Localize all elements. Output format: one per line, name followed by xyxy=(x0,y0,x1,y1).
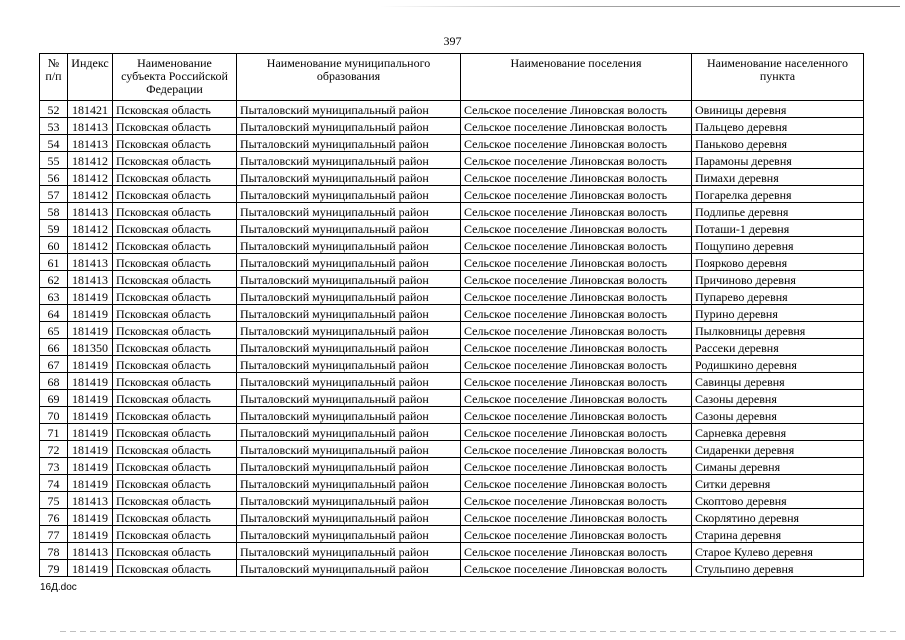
table-row xyxy=(40,458,864,475)
table-row xyxy=(40,424,864,441)
row-locality: Пурино деревня xyxy=(692,305,864,322)
row-locality: Поярково деревня xyxy=(692,254,864,271)
row-settlement: Сельское поселение Линовская волость xyxy=(461,288,692,305)
row-subject: Псковская область xyxy=(113,458,237,475)
row-index: 181412 xyxy=(68,220,113,237)
table-row xyxy=(40,543,864,560)
row-settlement: Сельское поселение Линовская волость xyxy=(461,118,692,135)
row-subject: Псковская область xyxy=(113,254,237,271)
row-settlement: Сельское поселение Линовская волость xyxy=(461,492,692,509)
row-index: 181419 xyxy=(68,424,113,441)
row-locality: Причиново деревня xyxy=(692,271,864,288)
row-locality: Симаны деревня xyxy=(692,458,864,475)
row-index: 181412 xyxy=(68,169,113,186)
row-locality: Скоптово деревня xyxy=(692,492,864,509)
table-row xyxy=(40,169,864,186)
row-subject: Псковская область xyxy=(113,424,237,441)
row-number: 63 xyxy=(40,288,68,305)
row-index: 181412 xyxy=(68,186,113,203)
row-settlement: Сельское поселение Линовская волость xyxy=(461,441,692,458)
row-municipality: Пыталовский муниципальный район xyxy=(237,152,461,169)
row-municipality: Пыталовский муниципальный район xyxy=(237,492,461,509)
table-row xyxy=(40,526,864,543)
table-row xyxy=(40,135,864,152)
row-index: 181413 xyxy=(68,543,113,560)
row-index: 181419 xyxy=(68,441,113,458)
row-settlement: Сельское поселение Линовская волость xyxy=(461,169,692,186)
row-settlement: Сельское поселение Линовская волость xyxy=(461,373,692,390)
row-subject: Псковская область xyxy=(113,305,237,322)
table-row xyxy=(40,305,864,322)
row-municipality: Пыталовский муниципальный район xyxy=(237,305,461,322)
table-row xyxy=(40,373,864,390)
row-locality: Савинцы деревня xyxy=(692,373,864,390)
row-settlement: Сельское поселение Линовская волость xyxy=(461,390,692,407)
table-row xyxy=(40,560,864,577)
row-settlement: Сельское поселение Линовская волость xyxy=(461,560,692,577)
row-settlement: Сельское поселение Линовская волость xyxy=(461,424,692,441)
row-settlement: Сельское поселение Линовская волость xyxy=(461,543,692,560)
row-number: 64 xyxy=(40,305,68,322)
row-locality: Старое Кулево деревня xyxy=(692,543,864,560)
row-municipality: Пыталовский муниципальный район xyxy=(237,271,461,288)
table-row xyxy=(40,390,864,407)
row-municipality: Пыталовский муниципальный район xyxy=(237,118,461,135)
row-index: 181412 xyxy=(68,152,113,169)
row-subject: Псковская область xyxy=(113,492,237,509)
row-settlement: Сельское поселение Линовская волость xyxy=(461,237,692,254)
row-index: 181413 xyxy=(68,118,113,135)
scan-edge-top xyxy=(380,6,900,7)
table-row xyxy=(40,118,864,135)
row-locality: Скорлятино деревня xyxy=(692,509,864,526)
row-index: 181419 xyxy=(68,560,113,577)
row-settlement: Сельское поселение Линовская волость xyxy=(461,152,692,169)
row-settlement: Сельское поселение Линовская волость xyxy=(461,407,692,424)
row-number: 72 xyxy=(40,441,68,458)
row-number: 57 xyxy=(40,186,68,203)
header-locality: Наименование населенного пункта xyxy=(692,54,864,101)
row-locality: Ситки деревня xyxy=(692,475,864,492)
row-subject: Псковская область xyxy=(113,441,237,458)
row-subject: Псковская область xyxy=(113,271,237,288)
table-row xyxy=(40,441,864,458)
row-number: 69 xyxy=(40,390,68,407)
row-subject: Псковская область xyxy=(113,220,237,237)
footer-filename: 16Д.doc xyxy=(40,582,77,593)
row-number: 73 xyxy=(40,458,68,475)
row-subject: Псковская область xyxy=(113,288,237,305)
table-row xyxy=(40,407,864,424)
row-locality: Подлипье деревня xyxy=(692,203,864,220)
row-index: 181350 xyxy=(68,339,113,356)
row-settlement: Сельское поселение Линовская волость xyxy=(461,101,692,118)
row-locality: Паньково деревня xyxy=(692,135,864,152)
row-number: 59 xyxy=(40,220,68,237)
row-municipality: Пыталовский муниципальный район xyxy=(237,390,461,407)
row-municipality: Пыталовский муниципальный район xyxy=(237,135,461,152)
table-row xyxy=(40,271,864,288)
table-row xyxy=(40,237,864,254)
row-number: 55 xyxy=(40,152,68,169)
row-index: 181413 xyxy=(68,492,113,509)
row-settlement: Сельское поселение Линовская волость xyxy=(461,509,692,526)
row-index: 181419 xyxy=(68,373,113,390)
row-municipality: Пыталовский муниципальный район xyxy=(237,373,461,390)
table-row xyxy=(40,288,864,305)
row-index: 181419 xyxy=(68,356,113,373)
row-municipality: Пыталовский муниципальный район xyxy=(237,458,461,475)
row-number: 74 xyxy=(40,475,68,492)
table-header-row xyxy=(40,54,864,101)
row-municipality: Пыталовский муниципальный район xyxy=(237,322,461,339)
row-number: 52 xyxy=(40,101,68,118)
row-municipality: Пыталовский муниципальный район xyxy=(237,475,461,492)
row-locality: Пылковницы деревня xyxy=(692,322,864,339)
row-subject: Псковская область xyxy=(113,118,237,135)
settlements-table xyxy=(39,53,864,577)
page-number: 397 xyxy=(443,34,462,48)
header-subject: Наименование субъекта Российской Федерации xyxy=(113,54,237,101)
row-settlement: Сельское поселение Линовская волость xyxy=(461,526,692,543)
header-number: № п/п xyxy=(40,54,68,101)
row-index: 181413 xyxy=(68,271,113,288)
row-index: 181412 xyxy=(68,237,113,254)
row-municipality: Пыталовский муниципальный район xyxy=(237,220,461,237)
row-settlement: Сельское поселение Линовская волость xyxy=(461,271,692,288)
row-settlement: Сельское поселение Линовская волость xyxy=(461,458,692,475)
row-subject: Псковская область xyxy=(113,390,237,407)
row-locality: Сазоны деревня xyxy=(692,390,864,407)
row-index: 181419 xyxy=(68,509,113,526)
table-row xyxy=(40,509,864,526)
row-subject: Псковская область xyxy=(113,322,237,339)
row-municipality: Пыталовский муниципальный район xyxy=(237,424,461,441)
row-number: 78 xyxy=(40,543,68,560)
row-number: 58 xyxy=(40,203,68,220)
row-municipality: Пыталовский муниципальный район xyxy=(237,288,461,305)
row-subject: Псковская область xyxy=(113,339,237,356)
table-row xyxy=(40,186,864,203)
row-number: 71 xyxy=(40,424,68,441)
row-municipality: Пыталовский муниципальный район xyxy=(237,203,461,220)
row-number: 75 xyxy=(40,492,68,509)
row-locality: Рассеки деревня xyxy=(692,339,864,356)
row-municipality: Пыталовский муниципальный район xyxy=(237,101,461,118)
row-locality: Старина деревня xyxy=(692,526,864,543)
row-number: 65 xyxy=(40,322,68,339)
row-subject: Псковская область xyxy=(113,543,237,560)
row-number: 76 xyxy=(40,509,68,526)
row-locality: Пимахи деревня xyxy=(692,169,864,186)
row-subject: Псковская область xyxy=(113,186,237,203)
row-number: 67 xyxy=(40,356,68,373)
row-settlement: Сельское поселение Линовская волость xyxy=(461,322,692,339)
row-subject: Псковская область xyxy=(113,509,237,526)
header-municipality: Наименование муниципального образования xyxy=(237,54,461,101)
row-index: 181419 xyxy=(68,305,113,322)
row-municipality: Пыталовский муниципальный район xyxy=(237,441,461,458)
table-row xyxy=(40,492,864,509)
row-subject: Псковская область xyxy=(113,526,237,543)
row-locality: Погарелка деревня xyxy=(692,186,864,203)
row-subject: Псковская область xyxy=(113,560,237,577)
row-number: 79 xyxy=(40,560,68,577)
table-row xyxy=(40,254,864,271)
row-subject: Псковская область xyxy=(113,169,237,186)
row-settlement: Сельское поселение Линовская волость xyxy=(461,339,692,356)
row-municipality: Пыталовский муниципальный район xyxy=(237,543,461,560)
row-index: 181413 xyxy=(68,203,113,220)
row-number: 60 xyxy=(40,237,68,254)
row-municipality: Пыталовский муниципальный район xyxy=(237,339,461,356)
row-index: 181419 xyxy=(68,475,113,492)
row-municipality: Пыталовский муниципальный район xyxy=(237,356,461,373)
row-index: 181419 xyxy=(68,458,113,475)
row-locality: Овиницы деревня xyxy=(692,101,864,118)
table-row xyxy=(40,101,864,118)
row-index: 181419 xyxy=(68,322,113,339)
row-municipality: Пыталовский муниципальный район xyxy=(237,407,461,424)
table-row xyxy=(40,322,864,339)
row-subject: Псковская область xyxy=(113,152,237,169)
row-settlement: Сельское поселение Линовская волость xyxy=(461,475,692,492)
row-subject: Псковская область xyxy=(113,135,237,152)
row-subject: Псковская область xyxy=(113,237,237,254)
row-number: 62 xyxy=(40,271,68,288)
row-number: 77 xyxy=(40,526,68,543)
table-row xyxy=(40,152,864,169)
row-locality: Пальцево деревня xyxy=(692,118,864,135)
row-number: 66 xyxy=(40,339,68,356)
row-settlement: Сельское поселение Линовская волость xyxy=(461,203,692,220)
row-subject: Псковская область xyxy=(113,407,237,424)
row-settlement: Сельское поселение Линовская волость xyxy=(461,356,692,373)
header-settlement: Наименование поселения xyxy=(461,54,692,101)
row-municipality: Пыталовский муниципальный район xyxy=(237,509,461,526)
row-index: 181419 xyxy=(68,288,113,305)
row-locality: Пощупино деревня xyxy=(692,237,864,254)
row-locality: Пупарево деревня xyxy=(692,288,864,305)
row-settlement: Сельское поселение Линовская волость xyxy=(461,186,692,203)
row-number: 61 xyxy=(40,254,68,271)
row-locality: Поташи-1 деревня xyxy=(692,220,864,237)
row-number: 54 xyxy=(40,135,68,152)
row-index: 181413 xyxy=(68,254,113,271)
row-locality: Сазоны деревня xyxy=(692,407,864,424)
row-index: 181419 xyxy=(68,390,113,407)
row-municipality: Пыталовский муниципальный район xyxy=(237,169,461,186)
table-row xyxy=(40,339,864,356)
row-municipality: Пыталовский муниципальный район xyxy=(237,560,461,577)
row-locality: Стульпино деревня xyxy=(692,560,864,577)
table-row xyxy=(40,356,864,373)
row-locality: Парамоны деревня xyxy=(692,152,864,169)
row-settlement: Сельское поселение Линовская волость xyxy=(461,305,692,322)
row-index: 181419 xyxy=(68,526,113,543)
row-subject: Псковская область xyxy=(113,373,237,390)
row-settlement: Сельское поселение Линовская волость xyxy=(461,254,692,271)
row-number: 56 xyxy=(40,169,68,186)
row-locality: Родишкино деревня xyxy=(692,356,864,373)
row-locality: Сарневка деревня xyxy=(692,424,864,441)
row-index: 181419 xyxy=(68,407,113,424)
scan-edge-bottom xyxy=(60,631,900,632)
header-index: Индекс xyxy=(68,54,113,101)
row-subject: Псковская область xyxy=(113,101,237,118)
table-row xyxy=(40,475,864,492)
table-row xyxy=(40,203,864,220)
row-number: 53 xyxy=(40,118,68,135)
row-settlement: Сельское поселение Линовская волость xyxy=(461,220,692,237)
table-body xyxy=(40,101,864,577)
row-municipality: Пыталовский муниципальный район xyxy=(237,526,461,543)
table-row xyxy=(40,220,864,237)
row-subject: Псковская область xyxy=(113,356,237,373)
row-municipality: Пыталовский муниципальный район xyxy=(237,186,461,203)
row-index: 181413 xyxy=(68,135,113,152)
row-subject: Псковская область xyxy=(113,203,237,220)
row-subject: Псковская область xyxy=(113,475,237,492)
row-index: 181421 xyxy=(68,101,113,118)
row-locality: Сидаренки деревня xyxy=(692,441,864,458)
row-settlement: Сельское поселение Линовская волость xyxy=(461,135,692,152)
row-number: 68 xyxy=(40,373,68,390)
row-number: 70 xyxy=(40,407,68,424)
row-municipality: Пыталовский муниципальный район xyxy=(237,254,461,271)
row-municipality: Пыталовский муниципальный район xyxy=(237,237,461,254)
